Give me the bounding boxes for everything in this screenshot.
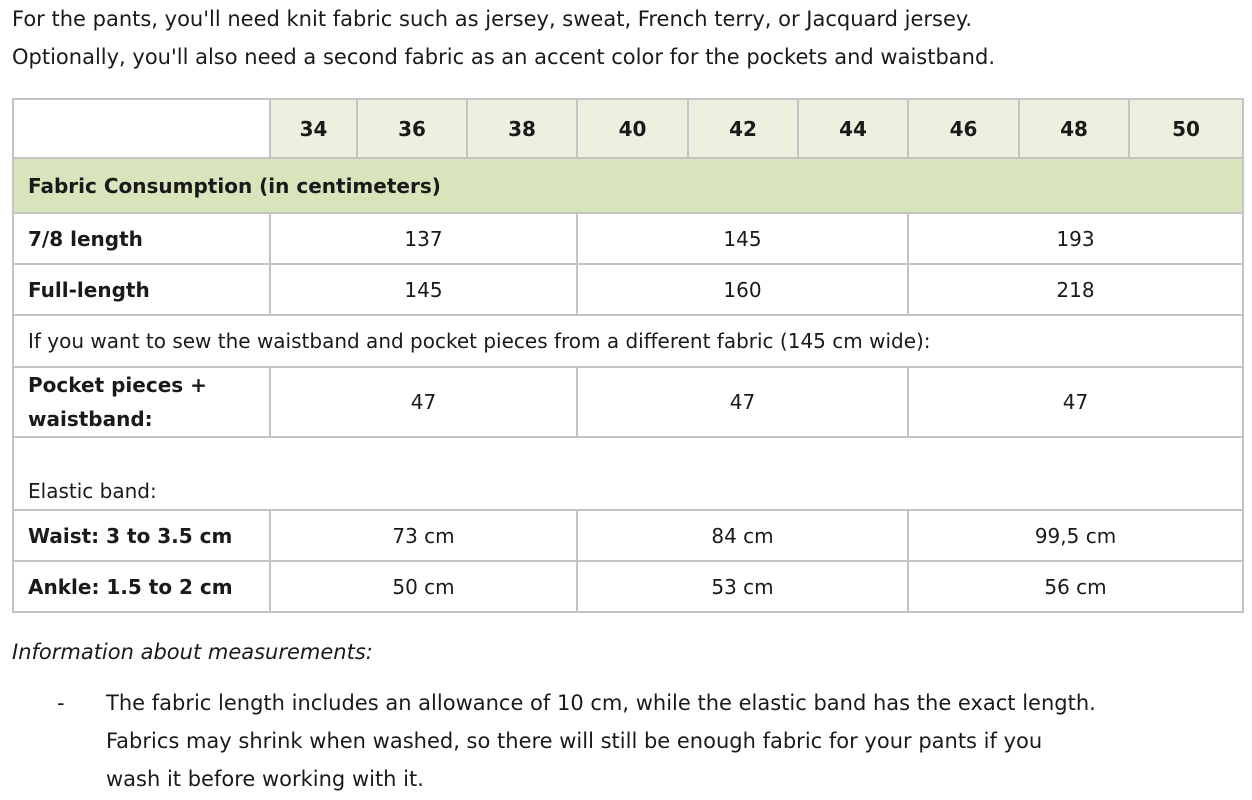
section-title: Fabric Consumption (in centimeters) <box>13 158 1243 213</box>
different-fabric-note-row <box>13 315 1243 367</box>
elastic-band-label-row <box>13 437 1243 510</box>
table-cell: 218 <box>908 264 1243 315</box>
table-cell: 84 cm <box>577 510 908 561</box>
table-cell: 99,5 cm <box>908 510 1243 561</box>
table-row <box>13 264 1243 315</box>
table-cell: 53 cm <box>577 561 908 612</box>
table-cell: 50 cm <box>270 561 577 612</box>
size-header-40: 40 <box>577 99 688 158</box>
table-cell: 47 <box>270 367 577 437</box>
size-header-44: 44 <box>798 99 908 158</box>
size-header-42: 42 <box>688 99 798 158</box>
row-label-line: waistband: <box>28 407 153 431</box>
size-header-50: 50 <box>1129 99 1243 158</box>
size-header-36: 36 <box>357 99 467 158</box>
bullet-line: wash it before working with it. <box>106 767 424 791</box>
size-header-48: 48 <box>1019 99 1129 158</box>
table-cell: 73 cm <box>270 510 577 561</box>
intro-line-1: For the pants, you'll need knit fabric such as jersey, sweat, French terry, or Jacquard jersey. <box>12 7 973 31</box>
header-corner-cell <box>13 99 270 158</box>
elastic-band-label: Elastic band: <box>13 437 1243 510</box>
info-bullet <box>57 684 1217 798</box>
row-label-line: Pocket pieces + <box>28 373 207 397</box>
table-cell: 145 <box>270 264 577 315</box>
intro-line-2: Optionally, you'll also need a second fabric as an accent color for the pockets and waistband. <box>12 45 995 69</box>
section-title-row <box>13 158 1243 213</box>
bullet-line: Fabrics may shrink when washed, so there will still be enough fabric for your pants if you <box>106 729 1043 753</box>
table-row <box>13 367 1243 437</box>
table-row <box>13 510 1243 561</box>
info-title: Information about measurements: <box>12 640 373 664</box>
bullet-text <box>106 684 1217 798</box>
row-label: 7/8 length <box>13 213 270 264</box>
row-label: Full-length <box>13 264 270 315</box>
table-cell: 47 <box>577 367 908 437</box>
row-label: Waist: 3 to 3.5 cm <box>13 510 270 561</box>
size-header-row <box>13 99 1243 158</box>
table-cell: 160 <box>577 264 908 315</box>
table-row <box>13 213 1243 264</box>
table-cell: 56 cm <box>908 561 1243 612</box>
bullet-line: The fabric length includes an allowance of 10 cm, while the elastic band has the exact length. <box>106 691 1096 715</box>
bullet-dash: - <box>57 691 65 715</box>
table-cell: 193 <box>908 213 1243 264</box>
row-label-pocket <box>13 367 270 437</box>
fabric-consumption-table <box>12 98 1244 613</box>
table-cell: 47 <box>908 367 1243 437</box>
size-header-34: 34 <box>270 99 357 158</box>
table-cell: 145 <box>577 213 908 264</box>
table-row <box>13 561 1243 612</box>
intro-text <box>12 0 1242 76</box>
table-cell: 137 <box>270 213 577 264</box>
row-label: Ankle: 1.5 to 2 cm <box>13 561 270 612</box>
size-header-38: 38 <box>467 99 577 158</box>
size-header-46: 46 <box>908 99 1019 158</box>
different-fabric-note: If you want to sew the waistband and pocket pieces from a different fabric (145 cm wide): <box>13 315 1243 367</box>
